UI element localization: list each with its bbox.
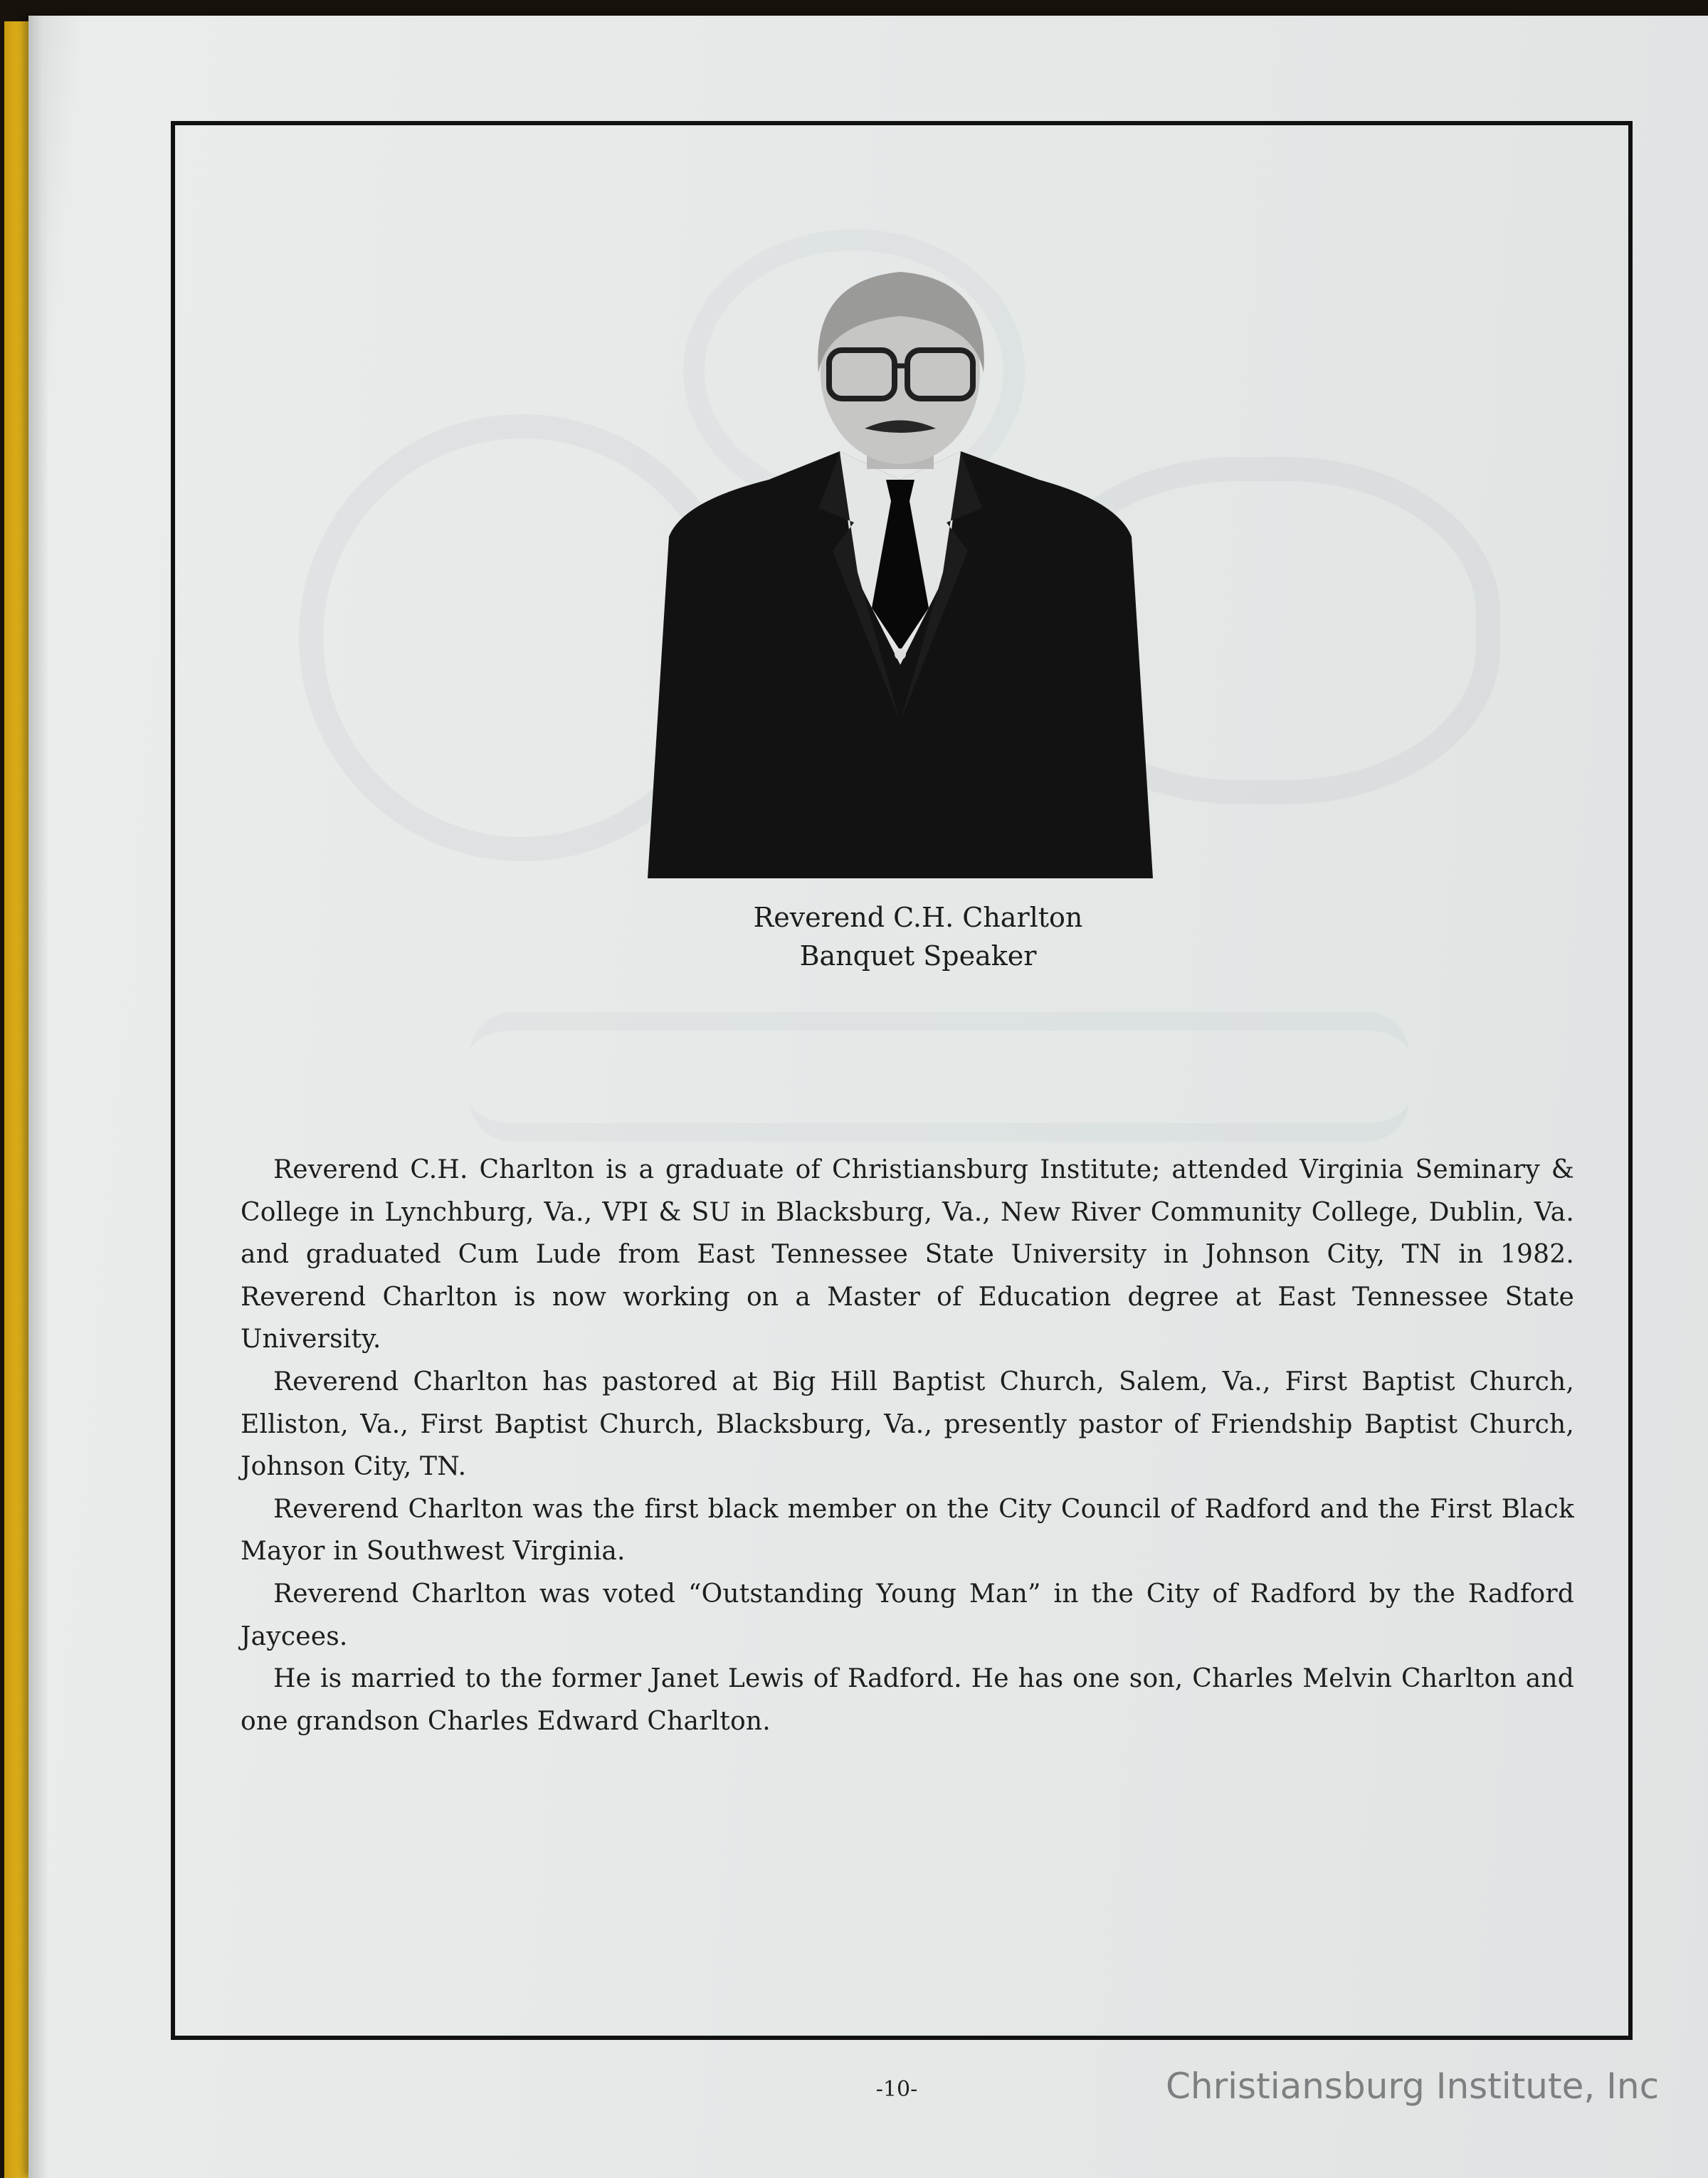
biography-paragraph: Reverend Charlton has pastored at Big Hill Baptist Church, Salem, Va., First Baptist Church, Elliston, Va., First Baptist Church, Blacksburg, Va., presently pastor of Friendship Baptist Church, Johnson City, TN.: [241, 1367, 1574, 1482]
portrait-photo: [640, 266, 1160, 878]
photo-caption: [669, 898, 1167, 975]
credit-watermark: Christiansburg Institute, Inc: [1166, 2066, 1660, 2107]
caption-role: Banquet Speaker: [799, 940, 1037, 972]
biography-paragraph: He is married to the former Janet Lewis of Radford. He has one son, Charles Melvin Charlton and one grandson Charles Edward Charlton.: [241, 1664, 1574, 1736]
biography-paragraph: Reverend Charlton was voted “Outstanding Young Man” in the City of Radford by the Radford Jaycees.: [241, 1579, 1574, 1651]
document-page: [28, 16, 1708, 2178]
biography-text: [241, 1149, 1574, 1742]
biography-paragraph: Reverend Charlton was the first black member on the City Council of Radford and the First Black Mayor in Southwest Virginia.: [241, 1494, 1574, 1567]
biography-paragraph: Reverend C.H. Charlton is a graduate of Christiansburg Institute; attended Virginia Seminary & College in Lynchburg, Va., VPI & SU in Blacksburg, Va., New River Community College, Dublin, Va. and graduated Cum Lude from East Tennessee State University in Johnson City, TN in 1982. Reverend Charlton is now working on a Master of Education degree at East Tennessee State University.: [241, 1155, 1574, 1354]
caption-name: Reverend C.H. Charlton: [753, 902, 1083, 933]
page-number: -10-: [875, 2077, 918, 2102]
page-fold-shadow: [28, 16, 48, 2178]
